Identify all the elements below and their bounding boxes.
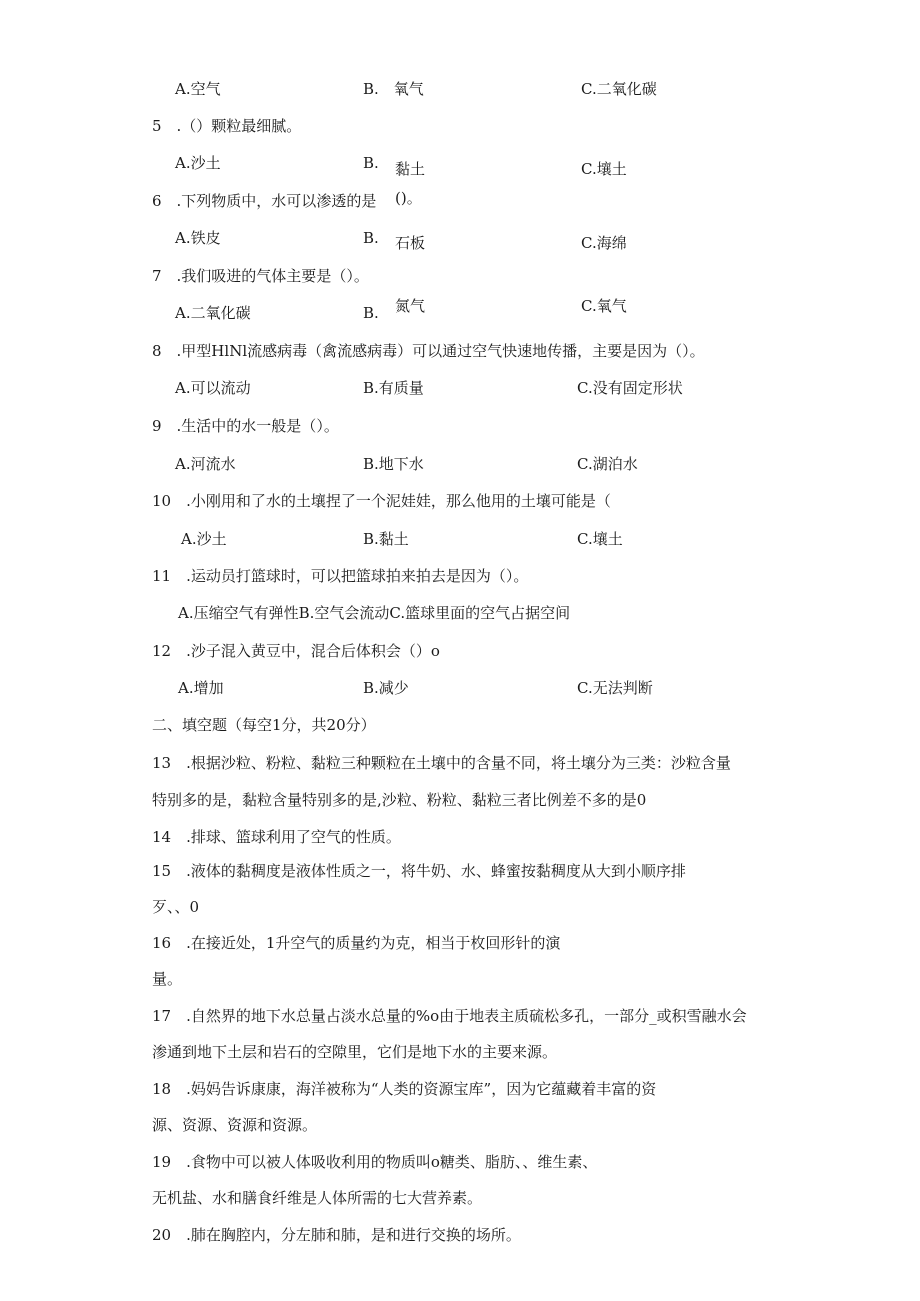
question-17-line-1: 17 .自然界的地下水总量占淡水总量的%o由于地表主质硫松多孔，一部分_或积雪融水会 — [152, 1007, 747, 1025]
option-c: C.海绵 — [581, 234, 627, 252]
option-a: A.铁皮 — [175, 229, 221, 247]
option-c: C.没有固定形状 — [577, 379, 683, 397]
question-14: 14 .排球、篮球利用了空气的性质。 — [152, 828, 401, 846]
option-c: C.无法判断 — [577, 679, 653, 697]
question-20: 20 .肺在胸腔内，分左肺和肺，是和进行交换的场所。 — [152, 1226, 521, 1244]
option-c: C.湖泊水 — [577, 455, 638, 473]
option-c: C.壤土 — [581, 160, 627, 178]
option-b: B. 氧气 — [363, 80, 424, 98]
question-18-line-2: 源、资源、资源和资源。 — [152, 1116, 318, 1134]
question-16-line-2: 量。 — [152, 970, 183, 988]
question-15-line-2: 歹、、0 — [152, 898, 200, 916]
question-6: 6 .下列物质中，水可以渗透的是 — [152, 192, 377, 210]
question-19-line-1: 19 .食物中可以被人体吸收利用的物质叫o糖类、脂肪、、维生素、 — [152, 1153, 598, 1171]
option-c: C.氧气 — [581, 297, 627, 315]
question-18-line-1: 18 .妈妈告诉康康，海洋被称为“人类的资源宝库”，因为它蕴藏着丰富的资 — [152, 1080, 657, 1098]
option-b-text: 石板 — [395, 234, 426, 252]
question-17-line-2: 渗通到地下土层和岩石的空隙里，它们是地下水的主要来源。 — [152, 1043, 558, 1061]
option-b-text: 黏土 — [395, 160, 426, 178]
question-15-line-1: 15 .液体的黏稠度是液体性质之一，将牛奶、水、蜂蜜按黏稠度从大到小顺序排 — [152, 862, 686, 880]
question-10: 10 .小刚用和了水的土壤捏了一个泥娃娃，那么他用的土壤可能是（ — [152, 492, 611, 510]
option-a: A.沙土 — [175, 154, 221, 172]
question-5: 5 .（）颗粒最细腻。 — [152, 117, 302, 135]
option-b-letter: B. — [363, 304, 379, 322]
question-6-blank: ()。 — [395, 189, 422, 207]
question-16-line-1: 16 .在接近处，1升空气的质量约为克，相当于枚回形针的演 — [152, 934, 561, 952]
option-a: A.沙土 — [181, 530, 227, 548]
option-a: A.二氧化碳 — [175, 304, 251, 322]
section-heading: 二、填空题（每空1分，共20分） — [152, 716, 376, 734]
question-9: 9 .生活中的水一般是（）。 — [152, 417, 339, 435]
option-b: B.有质量 — [363, 379, 424, 397]
question-11-options: A.压缩空气有弹性B.空气会流动C.篮球里面的空气占据空间 — [178, 604, 571, 622]
option-c: C.二氧化碳 — [581, 80, 657, 98]
option-b-text: 氮气 — [395, 297, 426, 315]
option-b: B.黏土 — [363, 530, 409, 548]
question-12: 12 .沙子混入黄豆中，混合后体积会（）o — [152, 642, 440, 660]
option-b-letter: B. — [363, 154, 379, 172]
option-a: A.空气 — [175, 80, 221, 98]
option-b: B.减少 — [363, 679, 409, 697]
question-13-line-2: 特别多的是，黏粒含量特别多的是,沙粒、粉粒、黏粒三者比例差不多的是0 — [152, 791, 647, 809]
question-19-line-2: 无机盐、水和膳食纤维是人体所需的七大营养素。 — [152, 1189, 483, 1207]
question-8: 8 .甲型HlNl流感病毒（禽流感病毒）可以通过空气快速地传播，主要是因为（）。 — [152, 342, 705, 360]
option-b: B.地下水 — [363, 455, 424, 473]
question-7: 7 .我们吸进的气体主要是（）。 — [152, 267, 369, 285]
question-13-line-1: 13 .根据沙粒、粉粒、黏粒三种颗粒在土壤中的含量不同，将土壤分为三类：沙粒含量 — [152, 754, 731, 772]
question-11: 11 .运动员打篮球时，可以把篮球拍来拍去是因为（）。 — [152, 567, 529, 585]
option-a: A.可以流动 — [175, 379, 251, 397]
option-a: A.增加 — [178, 679, 224, 697]
option-a: A.河流水 — [175, 455, 236, 473]
option-c: C.壤土 — [577, 530, 623, 548]
option-b-letter: B. — [363, 229, 379, 247]
